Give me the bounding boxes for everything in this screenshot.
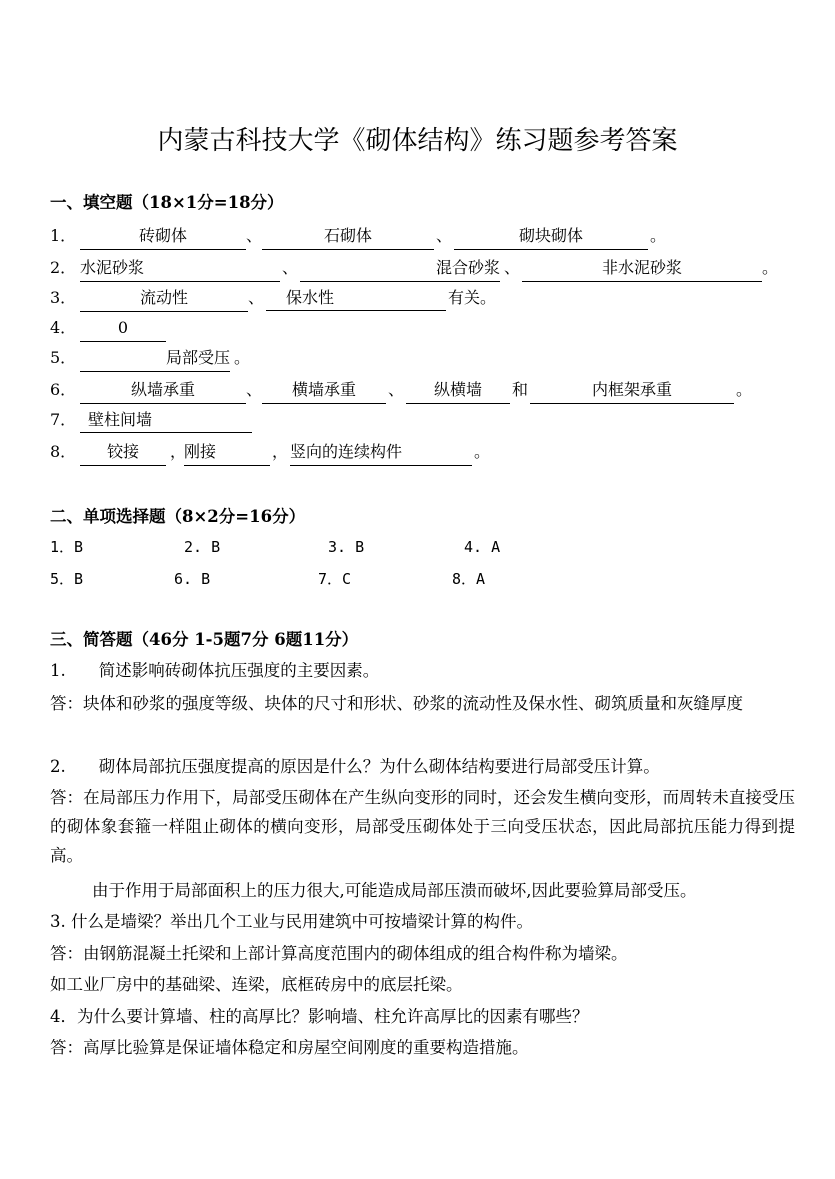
choice-row-2 [50, 565, 800, 593]
separator: 、 [388, 380, 405, 399]
separator: 。 [474, 442, 491, 461]
item-number: 8． [50, 442, 77, 461]
separator: 和 [512, 380, 529, 399]
answer-2: 答：在局部压力作用下，局部受压砌体在产生纵向变形的同时，还会发生横向变形，而周转未直接受压的砌体象套箍一样阻止砌体的横向变形，局部受压砌体处于三向受压状态，因此局部抗压能力得到提高。 [50, 788, 795, 865]
answer-blank: 铰接 [80, 438, 166, 466]
answer-4: 答：高厚比验算是保证墙体稳定和房屋空间刚度的重要构造措施。 [50, 1038, 529, 1057]
separator: 、 [246, 226, 263, 245]
section-heading-short-answer: 三、简答题（46分 1-5题7分 6题11分） [50, 630, 359, 649]
separator: 。 [650, 226, 667, 245]
answer-line-5 [50, 344, 800, 372]
choice-answer: 6. B [174, 570, 211, 588]
separator: 、 [504, 258, 521, 277]
answer-blank: 水泥砂浆 [80, 254, 280, 282]
separator: 。 [234, 348, 251, 367]
question-2: 2. 砌体局部抗压强度提高的原因是什么？为什么砌体结构要进行局部受压计算。 [50, 757, 660, 776]
question-1: 1. 简述影响砖砌体抗压强度的主要因素。 [50, 661, 380, 680]
separator: 、 [282, 258, 299, 277]
answer-blank: 竖向的连续构件 [290, 438, 472, 466]
answer-blank: 壁柱间墙 [80, 406, 252, 433]
choice-answer: 5．B [50, 570, 84, 588]
item-number: 7． [50, 410, 77, 429]
separator: ， [170, 442, 187, 461]
choice-answer: 2. B [184, 538, 221, 556]
answer-blank: 砖砌体 [80, 222, 246, 250]
separator: 、 [248, 288, 265, 307]
answer-line-8 [50, 438, 800, 466]
answer-blank: 纵横墙 [406, 376, 510, 404]
answer-1: 答：块体和砂浆的强度等级、块体的尺寸和形状、砂浆的流动性及保水性、砌筑质量和灰缝厚度 [50, 694, 743, 713]
answer-blank: 刚接 [184, 438, 270, 466]
section-heading-multiple-choice: 二、单项选择题（8×2分=16分） [50, 507, 306, 526]
answer-line-2 [50, 254, 800, 282]
question-3: 3. 什么是墙梁？举出几个工业与民用建筑中可按墙梁计算的构件。 [50, 912, 533, 931]
answer-blank: 保水性 [266, 284, 446, 311]
answer-line-4 [50, 314, 800, 342]
separator: ， [272, 442, 289, 461]
answer-blank: 石砌体 [262, 222, 434, 250]
answer-blank: 0 [80, 314, 166, 342]
answer-2-continued: 由于作用于局部面积上的压力很大,可能造成局部压溃而破坏,因此要验算局部受压。 [92, 881, 697, 900]
answer-blank: 混合砂浆 [300, 254, 500, 282]
choice-answer: 1．B [50, 538, 84, 556]
page-title: 内蒙古科技大学《砌体结构》练习题参考答案 [157, 126, 678, 156]
answer-line-6 [50, 376, 800, 404]
choice-answer: 4. A [464, 538, 501, 556]
item-number: 2． [50, 258, 77, 277]
separator: 有关。 [448, 288, 497, 307]
answer-blank: 横墙承重 [262, 376, 386, 404]
answer-line-1 [50, 222, 800, 250]
answer-blank: 内框架承重 [530, 376, 734, 404]
answer-blank: 非水泥砂浆 [522, 254, 762, 282]
choice-answer: 7．C [318, 570, 352, 588]
item-number: 4． [50, 318, 77, 337]
answer-3: 答：由钢筋混凝土托梁和上部计算高度范围内的砌体组成的组合构件称为墙梁。 [50, 944, 628, 963]
section-heading-fill-in: 一、填空题（18×1分=18分） [50, 193, 284, 212]
separator: 。 [736, 380, 753, 399]
question-4: 4．为什么要计算墙、柱的高厚比？影响墙、柱允许高厚比的因素有哪些？ [50, 1007, 589, 1026]
item-number: 5． [50, 348, 77, 367]
answer-blank: 局部受压 [80, 344, 230, 372]
answer-blank: 流动性 [80, 284, 248, 312]
answer-3-continued: 如工业厂房中的基础梁、连梁，底框砖房中的底层托梁。 [50, 975, 463, 994]
item-number: 1． [50, 226, 77, 245]
item-number: 6． [50, 380, 77, 399]
answer-blank: 砌块砌体 [454, 222, 648, 250]
separator: 、 [436, 226, 453, 245]
answer-line-7 [50, 406, 800, 434]
choice-answer: 3. B [328, 538, 365, 556]
choice-row-1 [50, 533, 800, 561]
answer-line-3 [50, 284, 800, 312]
separator: 、 [246, 380, 263, 399]
answer-blank: 纵墙承重 [80, 376, 246, 404]
choice-answer: 8．A [452, 570, 486, 588]
separator: 。 [762, 258, 779, 277]
item-number: 3． [50, 288, 77, 307]
